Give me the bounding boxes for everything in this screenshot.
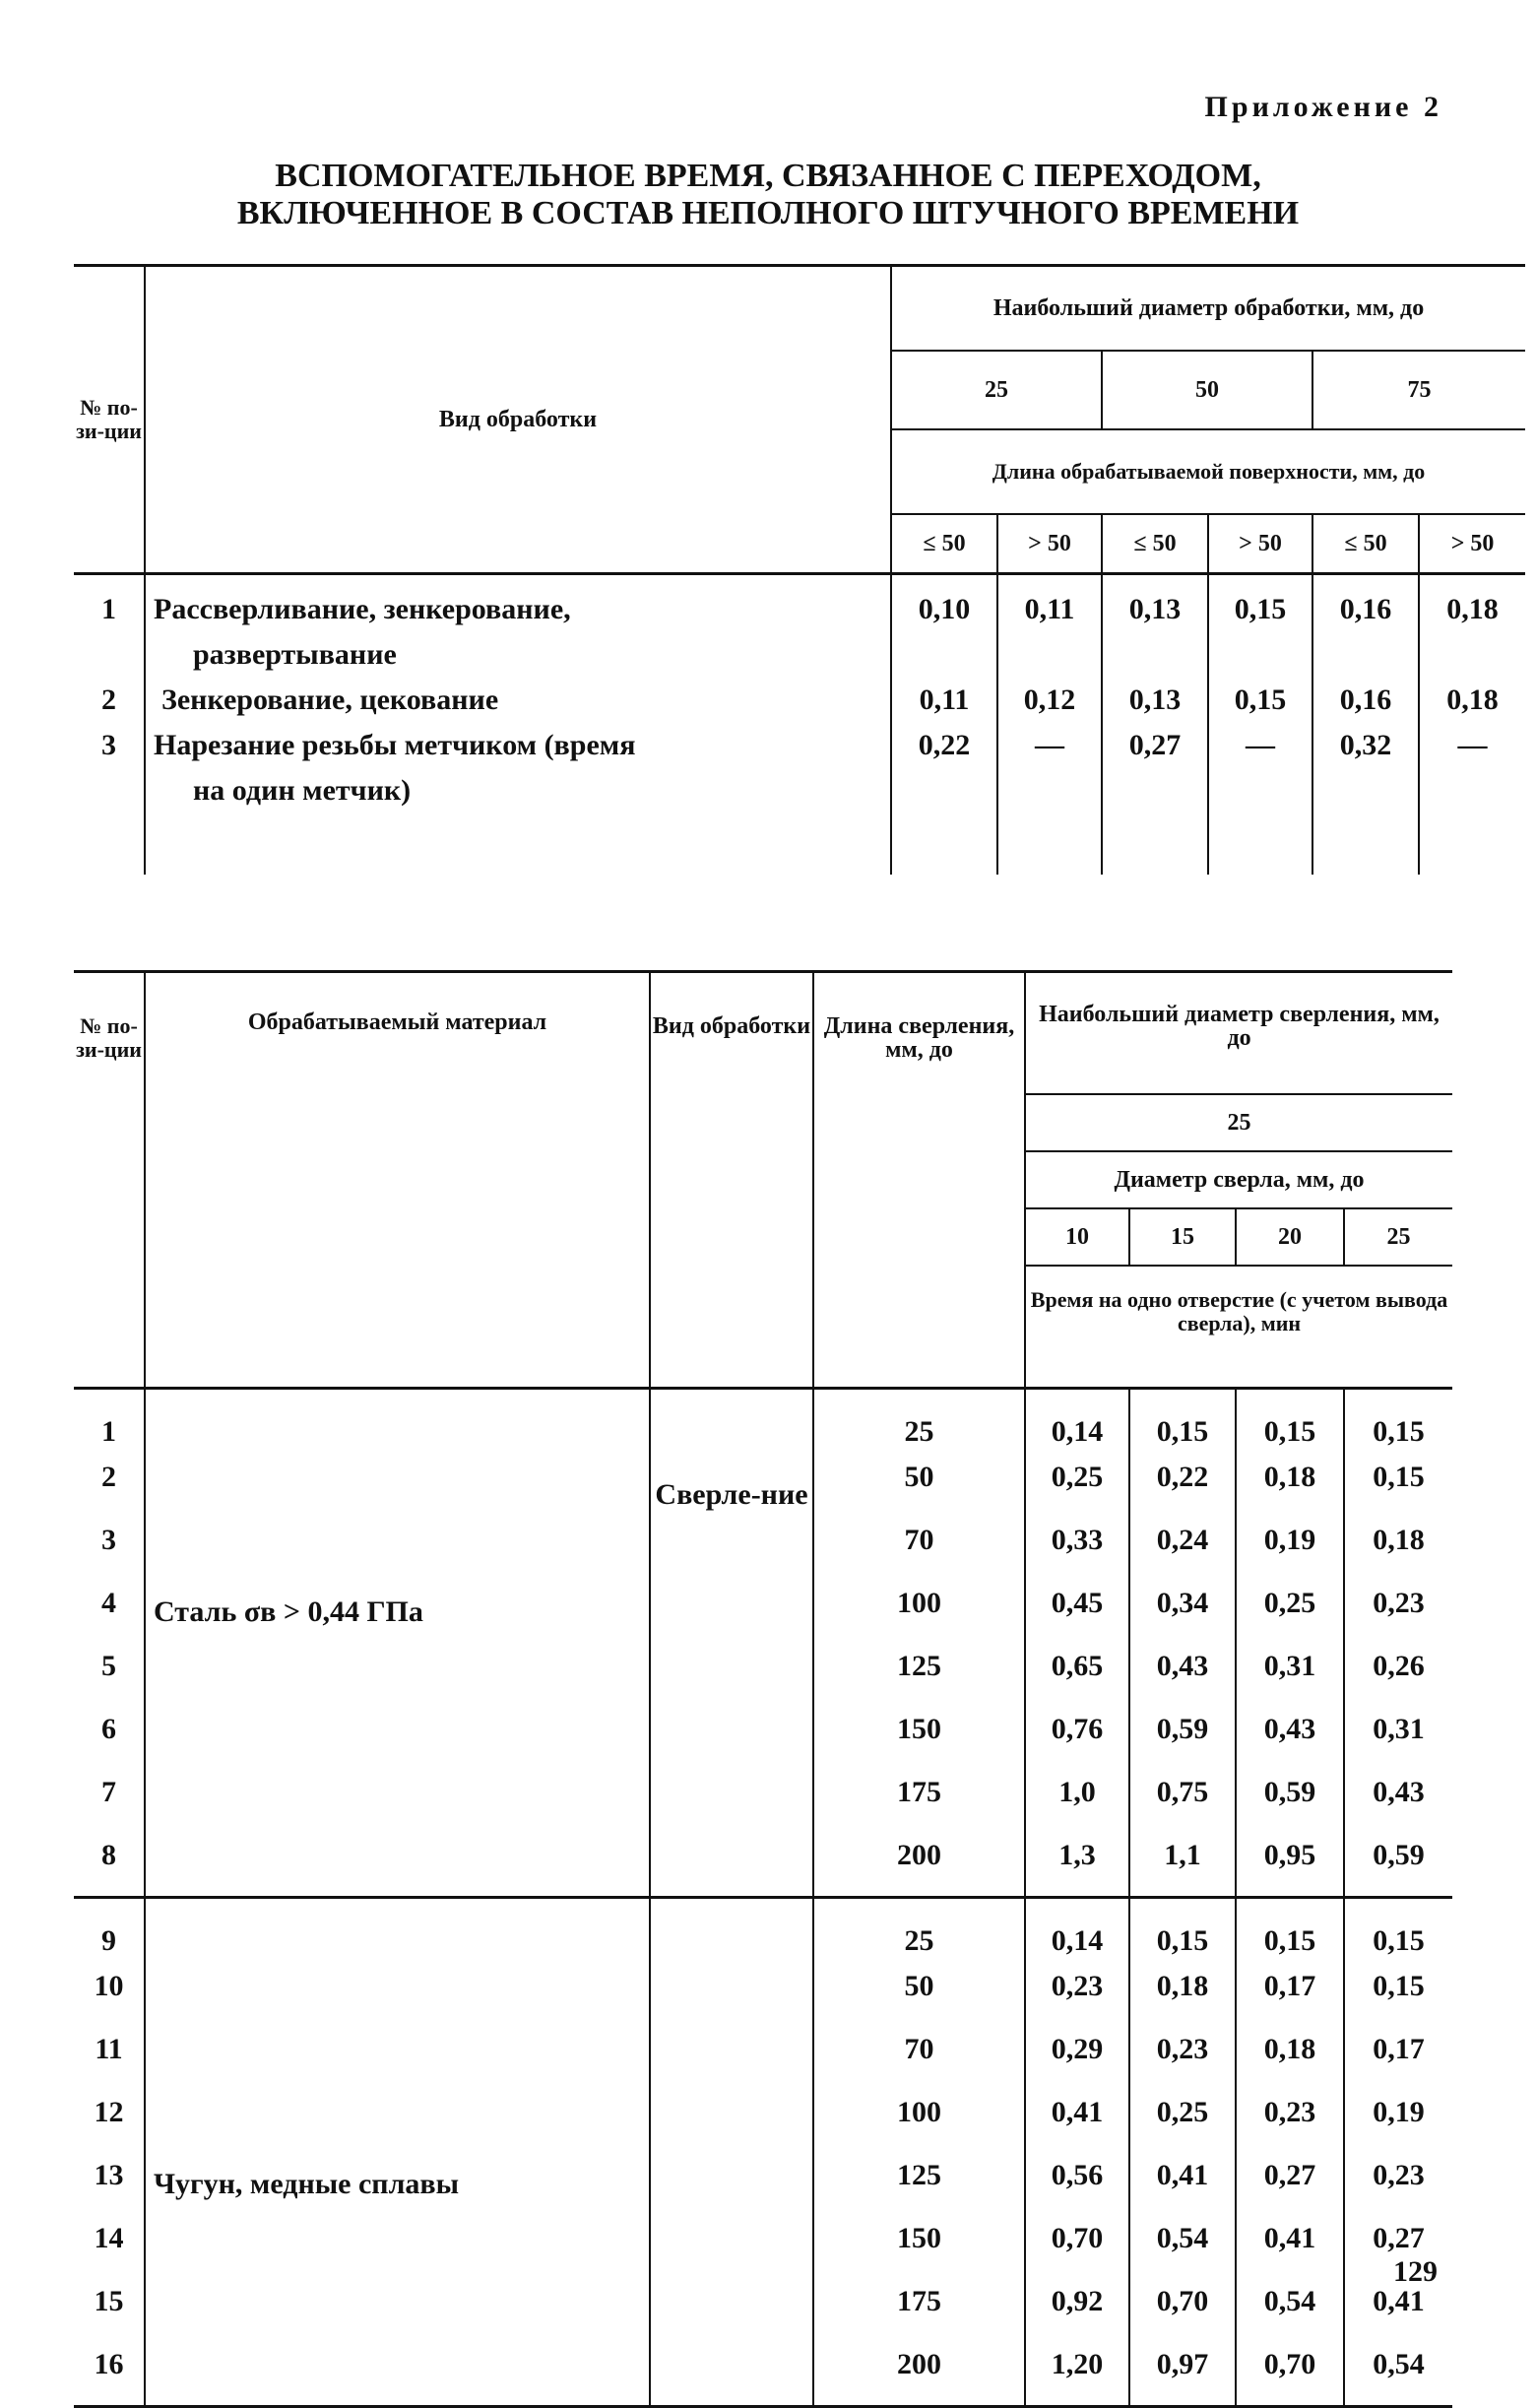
row-value: 0,15 [1129,1389,1236,1456]
row-material [145,1518,650,1581]
row-num: 11 [74,2027,145,2090]
row-operation [650,1518,813,1581]
row-value: 1,0 [1025,1770,1129,1833]
row-value: 0,33 [1025,1518,1129,1581]
row-material [145,1707,650,1770]
row-value: 0,43 [1373,1776,1425,1808]
row-length: 150 [813,1707,1025,1770]
row-value: 0,15 [1373,1415,1425,1448]
t1-header-length: Длина обрабатываемой поверхности, мм, до [891,429,1525,514]
row-value: 0,27 [1236,2153,1344,2216]
row-value: 0,19 [1236,1518,1344,1581]
t2-row [74,1455,1452,1518]
row-length: 175 [813,1770,1025,1833]
t1-header-max-diameter: Наибольший диаметр обработки, мм, до [891,266,1525,352]
row-value: 0,18 [1446,593,1499,625]
appendix-label: Приложение 2 [1204,91,1442,123]
title-line-1: ВСПОМОГАТЕЛЬНОЕ ВРЕМЯ, СВЯЗАННОЕ С ПЕРЕХОДОМ, [275,158,1261,194]
t1-row-3-cont [74,768,1525,814]
row-value: 0,41 [1236,2216,1344,2279]
row-value: 0,54 [1129,2216,1236,2279]
row-length: 200 [813,2342,1025,2407]
row-operation [650,2027,813,2090]
row-value: 0,59 [1236,1770,1344,1833]
row-value: 0,18 [1446,683,1499,716]
row-operation [650,2216,813,2279]
row-material [145,1964,650,2027]
table-transition-time [74,264,1525,875]
row-length: 50 [813,1455,1025,1518]
row-num: 2 [74,678,145,723]
row-value: 0,15 [1236,1898,1344,1965]
row-material [145,1644,650,1707]
row-num: 14 [74,2216,145,2279]
row-length: 125 [813,2153,1025,2216]
row-value: 1,1 [1129,1833,1236,1898]
row-num: 13 [74,2153,145,2216]
row-length: 125 [813,1644,1025,1707]
row-value: 0,26 [1373,1650,1425,1682]
row-material [145,1389,650,1456]
row-value: 0,15 [1236,1389,1344,1456]
row-value: 0,34 [1129,1581,1236,1644]
row-material [145,2216,650,2279]
row-value: 0,32 [1312,723,1419,768]
t2-row [74,1833,1452,1898]
row-material: Сталь σв > 0,44 ГПа [145,1581,650,1644]
row-value: 0,31 [1236,1644,1344,1707]
row-operation [650,1833,813,1898]
t2-drill-25: 25 [1344,1208,1452,1266]
row-name: Зенкерование, цекование [145,678,891,723]
row-value: 0,43 [1236,1707,1344,1770]
t2-row [74,1964,1452,2027]
table-drilling-time [74,970,1452,2408]
row-num: 7 [74,1770,145,1833]
row-material [145,1770,650,1833]
t2-row [74,2027,1452,2090]
row-operation [650,2090,813,2153]
t2-header-operation: Вид обработки [650,972,813,1388]
t2-drill-15: 15 [1129,1208,1236,1266]
row-value: 0,12 [997,678,1102,723]
t1-bound-5: ≤ 50 [1312,514,1419,574]
t1-header-num: № по-зи-ции [74,266,145,574]
row-value: 0,14 [1025,1898,1129,1965]
row-material [145,2090,650,2153]
row-operation [650,1770,813,1833]
row-value: — [1457,729,1488,761]
t2-drill-20: 20 [1236,1208,1344,1266]
row-value: 0,45 [1025,1581,1129,1644]
title-line-2: ВКЛЮЧЕННОЕ В СОСТАВ НЕПОЛНОГО ШТУЧНОГО ВРЕМЕНИ [236,195,1300,231]
row-value: 0,27 [1373,2222,1425,2254]
t2-row [74,1518,1452,1581]
row-value: 0,25 [1129,2090,1236,2153]
row-length: 70 [813,1518,1025,1581]
row-length: 150 [813,2216,1025,2279]
row-operation: Сверле-ние [650,1455,813,1518]
row-num: 6 [74,1707,145,1770]
row-value: 0,29 [1025,2027,1129,2090]
row-value: 0,54 [1344,2342,1452,2407]
t2-header-max-diameter: Наибольший диаметр сверления, мм, до [1025,972,1452,1095]
t2-row [74,2342,1452,2407]
row-value: 0,17 [1373,2033,1425,2065]
t2-header-time-note: Время на одно отверстие (с учетом вывода сверла), мин [1030,1287,1448,1335]
row-value: 0,23 [1025,1964,1129,2027]
row-name-cont: на один метчик) [145,768,891,814]
row-num: 12 [74,2090,145,2153]
row-value: 0,43 [1129,1644,1236,1707]
row-value: 0,25 [1025,1455,1129,1518]
row-operation [650,1707,813,1770]
t1-header-dia-50: 50 [1102,351,1312,429]
t1-bound-6: > 50 [1419,514,1525,574]
row-length: 25 [813,1898,1025,1965]
row-name: Нарезание резьбы метчиком (время [145,723,891,768]
row-num: 10 [74,1964,145,2027]
row-material: Чугун, медные сплавы [145,2153,650,2216]
t2-row [74,1644,1452,1707]
t2-drill-10: 10 [1025,1208,1129,1266]
row-value: 0,15 [1373,1970,1425,2002]
row-value: 0,23 [1373,2159,1425,2191]
row-value: 0,24 [1129,1518,1236,1581]
row-length: 70 [813,2027,1025,2090]
row-value: 0,14 [1025,1389,1129,1456]
row-value: 0,27 [1102,723,1208,768]
row-length: 175 [813,2279,1025,2342]
row-value: 0,16 [1312,574,1419,633]
row-operation [650,2153,813,2216]
row-value: 0,25 [1236,1581,1344,1644]
row-value: 0,23 [1129,2027,1236,2090]
row-length: 25 [813,1389,1025,1456]
row-operation [650,1964,813,2027]
t2-row [74,2153,1452,2216]
row-operation [650,1898,813,1965]
row-value: 0,41 [1373,2285,1425,2317]
row-length: 100 [813,1581,1025,1644]
t1-row-1-cont [74,632,1525,678]
row-value: 0,18 [1236,1455,1344,1518]
row-num: 8 [74,1833,145,1898]
t2-header-diameter: 25 [1025,1094,1452,1151]
row-num: 3 [74,723,145,768]
row-value: 0,56 [1025,2153,1129,2216]
row-value: 0,31 [1373,1713,1425,1745]
page-number: 129 [1393,2255,1438,2288]
row-value: 0,13 [1102,574,1208,633]
row-value: 0,18 [1236,2027,1344,2090]
row-value: 0,65 [1025,1644,1129,1707]
row-value: 0,97 [1129,2342,1236,2407]
row-value: 0,15 [1373,1461,1425,1493]
t2-row [74,1707,1452,1770]
row-length: 50 [813,1964,1025,2027]
row-num: 15 [74,2279,145,2342]
t2-row [74,1581,1452,1644]
row-value: 0,11 [997,574,1102,633]
t2-header-num: № по-зи-ции [74,972,145,1388]
t2-row [74,2279,1452,2342]
t2-row [74,1898,1452,1965]
row-length: 100 [813,2090,1025,2153]
t2-row [74,2216,1452,2279]
row-value: 0,70 [1129,2279,1236,2342]
row-material [145,1455,650,1518]
t1-row-1 [74,574,1525,633]
row-value: 0,59 [1129,1707,1236,1770]
row-value: 0,15 [1129,1898,1236,1965]
row-length: 200 [813,1833,1025,1898]
row-value: 0,10 [891,574,997,633]
row-value: 0,23 [1373,1587,1425,1619]
row-name: Рассверливание, зенкерование, [145,574,891,633]
t2-row [74,2090,1452,2153]
row-value: 0,75 [1129,1770,1236,1833]
row-num: 1 [74,574,145,633]
row-value: 0,17 [1236,1964,1344,2027]
t2-header-length: Длина сверления, мм, до [813,972,1025,1388]
row-num: 1 [74,1389,145,1456]
row-value: 0,18 [1129,1964,1236,2027]
row-num: 4 [74,1581,145,1644]
t1-bound-3: ≤ 50 [1102,514,1208,574]
row-material [145,2027,650,2090]
row-value: — [1208,723,1312,768]
row-value: 0,15 [1208,678,1312,723]
row-material [145,1833,650,1898]
row-value: 0,22 [1129,1455,1236,1518]
t1-bound-1: ≤ 50 [891,514,997,574]
row-operation [650,2279,813,2342]
row-num: 5 [74,1644,145,1707]
row-value: 0,16 [1312,678,1419,723]
row-value: 0,76 [1025,1707,1129,1770]
row-material [145,1898,650,1965]
row-value: 1,20 [1025,2342,1129,2407]
row-num: 2 [74,1455,145,1518]
row-value: 0,19 [1373,2096,1425,2128]
row-operation [650,1581,813,1644]
row-value: 0,13 [1102,678,1208,723]
t2-row [74,1770,1452,1833]
t1-header-dia-75: 75 [1312,351,1525,429]
row-num: 9 [74,1898,145,1965]
row-value: 0,70 [1236,2342,1344,2407]
t1-row-3 [74,723,1525,768]
row-value: 0,70 [1025,2216,1129,2279]
row-material [145,2279,650,2342]
t2-header-drill-diameter: Диаметр сверла, мм, до [1025,1151,1452,1208]
t1-header-type: Вид обработки [145,266,891,574]
t1-bound-2: > 50 [997,514,1102,574]
t2-row [74,1389,1452,1456]
row-value: 0,22 [891,723,997,768]
row-value: 0,92 [1025,2279,1129,2342]
row-value: 0,95 [1236,1833,1344,1898]
row-material [145,2342,650,2407]
t1-row-2 [74,678,1525,723]
row-operation [650,1644,813,1707]
row-value: 0,54 [1236,2279,1344,2342]
row-num: 3 [74,1518,145,1581]
t2-body [74,1389,1452,2407]
t1-header-dia-25: 25 [891,351,1102,429]
row-num: 16 [74,2342,145,2407]
row-value: 0,23 [1236,2090,1344,2153]
row-value: 0,11 [891,678,997,723]
row-value: 0,41 [1025,2090,1129,2153]
row-value: 0,59 [1344,1833,1452,1898]
t1-bound-4: > 50 [1208,514,1312,574]
row-name-cont: развертывание [145,632,891,678]
row-operation [650,2342,813,2407]
row-value: 0,15 [1373,1924,1425,1957]
t2-header-material: Обрабатываемый материал [145,972,650,1388]
row-value: 0,18 [1373,1524,1425,1556]
page-title [0,158,1536,232]
row-value: 0,15 [1208,574,1312,633]
row-value: — [997,723,1102,768]
row-value: 0,41 [1129,2153,1236,2216]
row-operation [650,1389,813,1456]
row-value: 1,3 [1025,1833,1129,1898]
